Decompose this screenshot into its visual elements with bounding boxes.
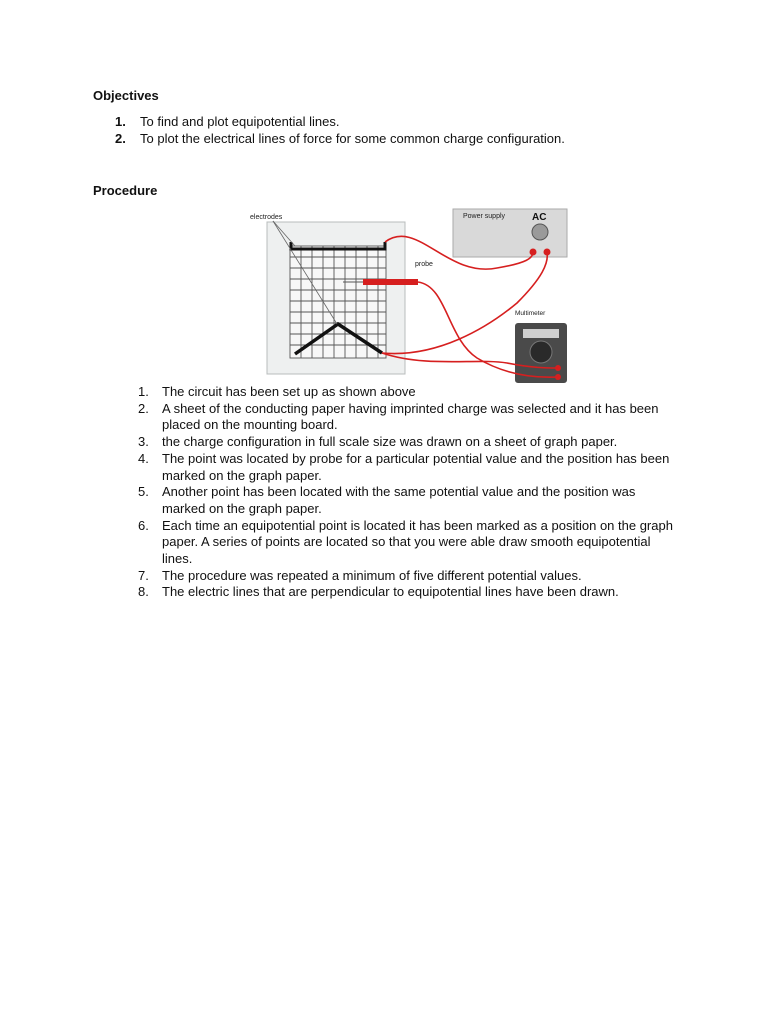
step-text: A sheet of the conducting paper having imprinted charge was selected and it has been placed on the mounting board. xyxy=(162,400,659,433)
procedure-steps-list xyxy=(138,384,678,601)
step-text: The point was located by probe for a particular potential value and the position has been marked on the graph paper. xyxy=(162,450,670,483)
multimeter-dial-icon xyxy=(530,341,552,363)
objective-item xyxy=(115,130,565,147)
step-text: The procedure was repeated a minimum of five different potential values. xyxy=(162,567,582,583)
step-number: 1. xyxy=(138,384,149,399)
step-number: 3. xyxy=(138,434,149,450)
objectives-list xyxy=(115,113,565,147)
step-text: the charge configuration in full scale size was drawn on a sheet of graph paper. xyxy=(162,434,618,450)
probe-label: probe xyxy=(415,261,433,268)
step-number: 5. xyxy=(138,484,149,500)
step-text: The circuit has been set up as shown above xyxy=(162,384,416,399)
power-knob-icon xyxy=(532,224,548,240)
step-text: Another point has been located with the same potential value and the position was marked on the graph paper. xyxy=(162,484,636,516)
objective-number: 2. xyxy=(115,131,126,146)
step-number: 7. xyxy=(138,567,149,583)
step-number: 2. xyxy=(138,400,149,416)
objective-text: To plot the electrical lines of force for some common charge configuration. xyxy=(140,131,565,146)
step-number: 4. xyxy=(138,450,149,466)
step-number: 6. xyxy=(138,517,149,533)
electrodes-label: electrodes xyxy=(250,214,283,221)
graph-paper-grid xyxy=(290,246,386,358)
procedure-step xyxy=(138,518,678,568)
objective-number: 1. xyxy=(115,114,126,129)
objective-item xyxy=(115,113,565,130)
procedure-step xyxy=(138,384,678,401)
objective-text: To find and plot equipotential lines. xyxy=(140,114,340,129)
step-text: Each time an equipotential point is located it has been marked as a position on the graph paper. A series of points are located so that you were able draw smooth equipotential lines. xyxy=(162,517,673,567)
procedure-step xyxy=(138,584,678,601)
procedure-heading: Procedure xyxy=(93,183,158,198)
procedure-step xyxy=(138,434,678,451)
ac-label: AC xyxy=(532,212,547,223)
procedure-step xyxy=(138,401,678,434)
power-supply-label: Power supply xyxy=(463,213,506,220)
probe-body xyxy=(363,279,418,285)
circuit-diagram xyxy=(247,208,569,384)
procedure-step xyxy=(138,451,678,484)
procedure-step xyxy=(138,484,678,517)
procedure-step xyxy=(138,568,678,585)
objectives-heading: Objectives xyxy=(93,88,159,103)
step-text: The electric lines that are perpendicular to equipotential lines have been drawn. xyxy=(162,584,619,600)
step-number: 8. xyxy=(138,584,149,600)
multimeter-label: Multimeter xyxy=(515,310,546,317)
multimeter-display xyxy=(523,329,559,338)
